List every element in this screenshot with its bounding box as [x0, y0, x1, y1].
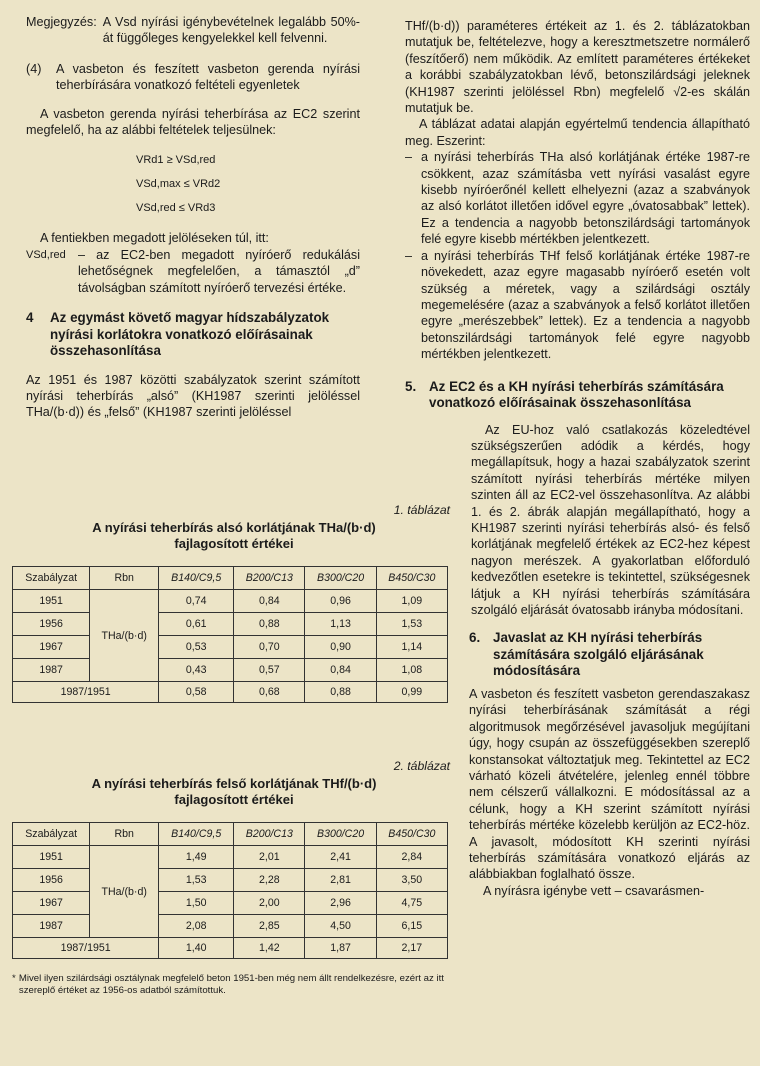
table-row — [13, 915, 448, 938]
header-cell: B300/C20 — [305, 823, 376, 846]
header-cell: B450/C30 — [376, 823, 447, 846]
value-cell: 4,50 — [305, 915, 376, 938]
year-cell: 1951 — [13, 590, 90, 613]
left-column — [26, 14, 360, 421]
year-cell: 1951 — [13, 846, 90, 869]
value-cell: 1,49 — [159, 846, 234, 869]
condition-number: (4) — [26, 61, 42, 76]
value-cell: 0,90 — [305, 636, 376, 659]
value-cell: 2,81 — [305, 869, 376, 892]
value-cell: 2,17 — [376, 938, 447, 959]
value-cell: 0,84 — [305, 659, 376, 682]
value-cell: 1,09 — [376, 590, 447, 613]
footnote-text: Mivel ilyen szilárdsági osztálynak megfelelő beton 1951-ben még nem állt rendelkezésre, ezért az itt szereplő értéket az 1956-os adatból számítottuk. — [18, 973, 444, 997]
condition-text: A vasbeton és feszített vasbeton gerenda nyírási teherbírására vonatkozó feltételi egyenletek — [56, 61, 360, 93]
formula-2: VSd,max ≤ VRd2 — [136, 178, 221, 191]
paragraph-continuation: A nyírásra igénybe vett – csavarásmen- — [483, 883, 705, 898]
value-cell: 1,50 — [159, 892, 234, 915]
note-text: A Vsd nyírási igénybevételnek legalább 50%-át függőleges kengyelekkel kell felvenni. — [102, 15, 360, 46]
value-cell: 0,68 — [234, 682, 305, 703]
section-5-title: Az EC2 és a KH nyírási teherbírás számítására vonatkozó előírásainak összehasonlítása — [429, 378, 724, 411]
paragraph-conditions: A vasbeton gerenda nyírási teherbírása az EC2 szerint megfelelő, ha az alábbi feltételek teljesülnek: — [26, 106, 360, 138]
value-cell: 0,99 — [376, 682, 447, 703]
row-label-cell: THa/(b·d) — [90, 846, 159, 938]
paragraph-tables-intro: THf/(b·d)) paraméteres értékeit az 1. és 2. táblázatokban mutatjuk be, feltételezve, hogy a keresztmetszetre normálerő (feszítőerő) nem működik. Az említett paraméteres értékeket a korábbi szabályzatokban lévő, betonszilárdsági jeleknek (KH1987 szerinti jelöléssel Rbn) megfelelő √2-es skálán mutatjuk be. — [405, 19, 750, 116]
year-cell: 1967 — [13, 892, 90, 915]
header-cell: B450/C30 — [376, 567, 447, 590]
section-4-title: Az egymást követő magyar hídszabályzatok nyírási korlátokra vonatkozó előírásainak összehasonlítása — [50, 310, 330, 359]
bullet-dash: – — [405, 248, 413, 263]
list-item — [405, 248, 750, 363]
ratio-row — [13, 682, 448, 703]
formula-block — [136, 148, 360, 220]
footnote-marker: * — [12, 973, 16, 985]
paragraph-tendency: A táblázat adatai alapján egyértelmű tendencia állapítható meg. Eszerint: — [405, 117, 750, 148]
table-2-title-line1: A nyírási teherbírás felső korlátjának THf/(b·d) — [91, 776, 377, 792]
section-6-title: Javaslat az KH nyírási teherbírás számítására szolgáló eljárásának módosítására — [493, 630, 704, 679]
table-header-row — [13, 823, 448, 846]
header-cell: B140/C9,5 — [159, 567, 234, 590]
value-cell: 2,08 — [159, 915, 234, 938]
section-4-heading — [26, 310, 360, 360]
table-2-title — [12, 776, 456, 808]
right-column — [405, 18, 750, 899]
table-row — [13, 846, 448, 869]
footnote — [12, 973, 456, 997]
paragraph-proposal: A vasbeton és feszített vasbeton gerendaszakasz nyírási teherbírásának számítását a régi algoritmusok megőrzésével javasoljuk megújítani úgy, hogy csupán az összefüggésekben szereplő konstansokat változtatjuk meg. Tekintettel az EC2 várható közeli átvételére, jelenleg ennél többre nem célszerű vállalkozni. E módosítással az a célunk, hogy a KH szerint számított nyírási teherbírás mértéke közelebb kerüljön az EC2-höz. A javasolt, módosított KH szerinti nyírási teherbírás számítására vonatkozó eljárás az alábbiakban foglalható össze. — [469, 686, 750, 882]
table-row — [13, 892, 448, 915]
paragraph-notation: A fentiekben megadott jelöléseken túl, itt: — [40, 231, 269, 246]
table-1-block — [12, 502, 456, 703]
value-cell: 1,14 — [376, 636, 447, 659]
header-cell: Szabályzat — [13, 823, 90, 846]
list-item-text: a nyírási teherbírás THf felső korlátjának értéke 1987-re növekedett, azaz egyre magasabb nyíróerő esetén volt szükség a méretek, vagy a szilárdsági osztály megemelésére (azaz a szabványok a felső korlátot illetően egyre „merészebbek” lettek). Ez a tendencia a nagyobb betonszilárdsági tartományok felé egyre nagyobb mértékben jelentkezett. — [421, 248, 750, 362]
table-2-title-line2: fajlagosított értékei — [174, 792, 294, 808]
value-cell: 0,53 — [159, 636, 234, 659]
ratio-label-cell: 1987/1951 — [13, 682, 159, 703]
value-cell: 0,88 — [305, 682, 376, 703]
value-cell: 0,58 — [159, 682, 234, 703]
table-1-title — [12, 520, 456, 552]
table-row — [13, 869, 448, 892]
table-row — [13, 590, 448, 613]
value-cell: 2,84 — [376, 846, 447, 869]
row-label-cell: THa/(b·d) — [90, 590, 159, 682]
section-5-heading — [405, 379, 750, 412]
value-cell: 2,00 — [234, 892, 305, 915]
year-cell: 1987 — [13, 915, 90, 938]
list-item-text: a nyírási teherbírás THa alsó korlátjának értéke 1987-re csökkent, azaz számításba vett nyírási vasalást egyre kisebb nyíróerőnél kellett elhelyezni (azaz a szabványok az alsó korlátot illetően idővel egyre „óvatosabbak” lettek). Ez a tendencia a nagyobb betonszilárdsági tartományok felé egyre kisebb mértékben jelentkezett. — [421, 150, 750, 247]
formula-3: VSd,red ≤ VRd3 — [136, 202, 216, 215]
table-2-label: 2. táblázat — [393, 759, 450, 773]
value-cell: 2,41 — [305, 846, 376, 869]
value-cell: 2,01 — [234, 846, 305, 869]
paragraph-eu: Az EU-hoz való csatlakozás közeledtével szükségszerűen adódik a kérdés, hogy megállapítsuk, hogy a hazai szabályzatok szerint számított nyírási teherbírás mértéke milyen szinten áll az EC2-vel összehasonlítva. Az alábbi 1. és 2. ábrák alapján megállapítható, hogy a KH1987 szerinti nyírási teherbírás alsó- és felső korlátjának megfelelő értékek az EC2-hez képest nagyon merészek. A gyakorlatban előforduló kedvezőtlen esetekre is tekintettel, szükségesnek látjuk a KH nyírási teherbírás számítására szolgáló eljárását óvatosabb irányba módosítani. — [471, 422, 750, 617]
paragraph-regulations: Az 1951 és 1987 közötti szabályzatok szerint számított nyírási teherbírás „alsó” (KH1987 szerinti jelöléssel THa/(b·d)) és „felső” (KH1987 szerinti jelöléssel — [26, 372, 360, 420]
header-cell: B200/C13 — [234, 567, 305, 590]
value-cell: 1,40 — [159, 938, 234, 959]
note — [26, 14, 360, 47]
value-cell: 3,50 — [376, 869, 447, 892]
value-cell: 0,70 — [234, 636, 305, 659]
header-cell: Rbn — [90, 823, 159, 846]
table-row — [13, 613, 448, 636]
value-cell: 1,08 — [376, 659, 447, 682]
value-cell: 1,53 — [376, 613, 447, 636]
header-cell: Rbn — [90, 567, 159, 590]
value-cell: 0,88 — [234, 613, 305, 636]
value-cell: 0,61 — [159, 613, 234, 636]
table-1-label: 1. táblázat — [393, 503, 450, 517]
value-cell: 0,74 — [159, 590, 234, 613]
year-cell: 1987 — [13, 659, 90, 682]
header-cell: B300/C20 — [305, 567, 376, 590]
value-cell: 4,75 — [376, 892, 447, 915]
value-cell: 1,42 — [234, 938, 305, 959]
table-1-title-line2: fajlagosított értékei — [174, 536, 294, 552]
value-cell: 0,43 — [159, 659, 234, 682]
table-2 — [12, 822, 448, 959]
value-cell: 1,87 — [305, 938, 376, 959]
table-2-block — [12, 758, 456, 997]
header-cell: Szabályzat — [13, 567, 90, 590]
year-cell: 1956 — [13, 869, 90, 892]
year-cell: 1967 — [13, 636, 90, 659]
notation-text: – az EC2-ben megadott nyíróerő redukálási lehetőségnek megfelelően, a támasztól „d” távolságban számított nyíróerő tervezési értéke. — [78, 247, 360, 295]
ratio-label-cell: 1987/1951 — [13, 938, 159, 959]
ratio-row — [13, 938, 448, 959]
note-label: Megjegyzés: — [26, 15, 97, 29]
bullet-dash: – — [405, 150, 413, 165]
table-row — [13, 659, 448, 682]
notation-item — [26, 247, 360, 296]
value-cell: 6,15 — [376, 915, 447, 938]
header-cell: B140/C9,5 — [159, 823, 234, 846]
value-cell: 1,53 — [159, 869, 234, 892]
section-6-number: 6. — [469, 630, 481, 646]
notation-label: VSd,red — [26, 248, 66, 261]
value-cell: 1,13 — [305, 613, 376, 636]
table-row — [13, 636, 448, 659]
formula-1: VRd1 ≥ VSd,red — [136, 154, 216, 167]
list-item — [405, 149, 750, 247]
table-1-title-line1: A nyírási teherbírás alsó korlátjának THa/(b·d) — [92, 520, 376, 536]
section-4-number: 4 — [26, 310, 34, 326]
section-6-heading — [469, 630, 750, 680]
value-cell: 0,84 — [234, 590, 305, 613]
value-cell: 0,96 — [305, 590, 376, 613]
section-5-number: 5. — [405, 378, 417, 394]
value-cell: 2,96 — [305, 892, 376, 915]
value-cell: 2,85 — [234, 915, 305, 938]
value-cell: 2,28 — [234, 869, 305, 892]
table-1 — [12, 566, 448, 703]
table-header-row — [13, 567, 448, 590]
condition-item — [26, 61, 360, 94]
header-cell: B200/C13 — [234, 823, 305, 846]
year-cell: 1956 — [13, 613, 90, 636]
value-cell: 0,57 — [234, 659, 305, 682]
